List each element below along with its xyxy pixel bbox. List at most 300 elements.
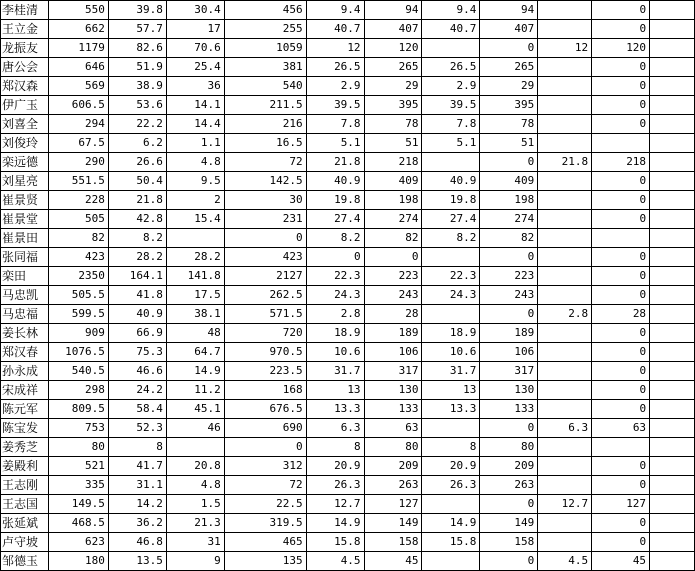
value-cell[interactable]: 141.8 (166, 267, 224, 286)
name-cell[interactable]: 栾远德 (1, 153, 49, 172)
value-cell[interactable]: 753 (48, 419, 108, 438)
value-cell[interactable]: 265 (480, 58, 538, 77)
value-cell[interactable]: 423 (224, 248, 306, 267)
value-cell[interactable]: 67.5 (48, 134, 108, 153)
value-cell[interactable] (422, 305, 480, 324)
value-cell[interactable] (538, 362, 592, 381)
value-cell[interactable]: 263 (364, 476, 422, 495)
value-cell[interactable]: 22.3 (422, 267, 480, 286)
value-cell[interactable]: 51.9 (108, 58, 166, 77)
name-cell[interactable]: 姜殿利 (1, 457, 49, 476)
value-cell[interactable]: 39.8 (108, 1, 166, 20)
value-cell[interactable]: 223.5 (224, 362, 306, 381)
value-cell[interactable]: 1059 (224, 39, 306, 58)
value-cell[interactable]: 82 (364, 229, 422, 248)
value-cell[interactable]: 7.8 (306, 115, 364, 134)
value-cell[interactable]: 26.3 (306, 476, 364, 495)
empty-cell[interactable] (650, 172, 695, 191)
value-cell[interactable]: 41.7 (108, 457, 166, 476)
value-cell[interactable]: 317 (364, 362, 422, 381)
value-cell[interactable]: 2.9 (422, 77, 480, 96)
value-cell[interactable]: 381 (224, 58, 306, 77)
name-cell[interactable]: 张同福 (1, 248, 49, 267)
value-cell[interactable]: 168 (224, 381, 306, 400)
value-cell[interactable]: 263 (480, 476, 538, 495)
value-cell[interactable]: 909 (48, 324, 108, 343)
value-cell[interactable]: 19.8 (306, 191, 364, 210)
value-cell[interactable]: 20.9 (306, 457, 364, 476)
value-cell[interactable]: 9.4 (422, 1, 480, 20)
value-cell[interactable] (538, 172, 592, 191)
value-cell[interactable]: 231 (224, 210, 306, 229)
value-cell[interactable]: 24.3 (306, 286, 364, 305)
value-cell[interactable]: 0 (592, 343, 650, 362)
value-cell[interactable]: 106 (364, 343, 422, 362)
value-cell[interactable]: 6.3 (306, 419, 364, 438)
name-cell[interactable]: 马忠福 (1, 305, 49, 324)
value-cell[interactable]: 198 (364, 191, 422, 210)
value-cell[interactable]: 38.9 (108, 77, 166, 96)
value-cell[interactable]: 26.6 (108, 153, 166, 172)
value-cell[interactable]: 17 (166, 20, 224, 39)
value-cell[interactable]: 12.7 (306, 495, 364, 514)
value-cell[interactable]: 690 (224, 419, 306, 438)
value-cell[interactable] (538, 343, 592, 362)
value-cell[interactable]: 9.4 (306, 1, 364, 20)
value-cell[interactable]: 94 (364, 1, 422, 20)
empty-cell[interactable] (650, 153, 695, 172)
value-cell[interactable]: 120 (592, 39, 650, 58)
value-cell[interactable]: 0 (592, 191, 650, 210)
value-cell[interactable]: 40.7 (422, 20, 480, 39)
value-cell[interactable]: 623 (48, 533, 108, 552)
value-cell[interactable] (538, 20, 592, 39)
value-cell[interactable]: 290 (48, 153, 108, 172)
value-cell[interactable]: 29 (364, 77, 422, 96)
empty-cell[interactable] (650, 476, 695, 495)
value-cell[interactable]: 10.6 (306, 343, 364, 362)
value-cell[interactable]: 36 (166, 77, 224, 96)
value-cell[interactable]: 0 (480, 305, 538, 324)
value-cell[interactable]: 4.5 (538, 552, 592, 571)
name-cell[interactable]: 张延斌 (1, 514, 49, 533)
value-cell[interactable]: 31.1 (108, 476, 166, 495)
value-cell[interactable]: 209 (480, 457, 538, 476)
value-cell[interactable]: 2 (166, 191, 224, 210)
value-cell[interactable]: 149.5 (48, 495, 108, 514)
name-cell[interactable]: 孙永成 (1, 362, 49, 381)
value-cell[interactable]: 646 (48, 58, 108, 77)
value-cell[interactable]: 18.9 (422, 324, 480, 343)
value-cell[interactable] (422, 495, 480, 514)
value-cell[interactable]: 676.5 (224, 400, 306, 419)
value-cell[interactable]: 2350 (48, 267, 108, 286)
name-cell[interactable]: 崔景堂 (1, 210, 49, 229)
value-cell[interactable]: 0 (224, 229, 306, 248)
value-cell[interactable]: 599.5 (48, 305, 108, 324)
value-cell[interactable]: 28.2 (166, 248, 224, 267)
value-cell[interactable]: 521 (48, 457, 108, 476)
value-cell[interactable] (592, 134, 650, 153)
value-cell[interactable] (592, 229, 650, 248)
value-cell[interactable]: 10.6 (422, 343, 480, 362)
value-cell[interactable] (538, 191, 592, 210)
value-cell[interactable]: 409 (480, 172, 538, 191)
value-cell[interactable]: 262.5 (224, 286, 306, 305)
value-cell[interactable]: 465 (224, 533, 306, 552)
value-cell[interactable] (538, 248, 592, 267)
value-cell[interactable]: 0 (592, 58, 650, 77)
value-cell[interactable]: 64.7 (166, 343, 224, 362)
value-cell[interactable]: 133 (364, 400, 422, 419)
value-cell[interactable]: 94 (480, 1, 538, 20)
value-cell[interactable]: 4.8 (166, 476, 224, 495)
value-cell[interactable]: 8.2 (108, 229, 166, 248)
value-cell[interactable]: 18.9 (306, 324, 364, 343)
value-cell[interactable]: 66.9 (108, 324, 166, 343)
value-cell[interactable]: 0 (480, 39, 538, 58)
value-cell[interactable]: 39.5 (306, 96, 364, 115)
value-cell[interactable]: 228 (48, 191, 108, 210)
value-cell[interactable]: 12 (306, 39, 364, 58)
empty-cell[interactable] (650, 248, 695, 267)
value-cell[interactable]: 1179 (48, 39, 108, 58)
value-cell[interactable]: 468.5 (48, 514, 108, 533)
value-cell[interactable] (422, 39, 480, 58)
value-cell[interactable]: 1.1 (166, 134, 224, 153)
value-cell[interactable] (538, 58, 592, 77)
name-cell[interactable]: 王志刚 (1, 476, 49, 495)
value-cell[interactable]: 0 (480, 552, 538, 571)
value-cell[interactable]: 16.5 (224, 134, 306, 153)
value-cell[interactable]: 20.9 (422, 457, 480, 476)
value-cell[interactable]: 127 (592, 495, 650, 514)
empty-cell[interactable] (650, 20, 695, 39)
value-cell[interactable]: 22.2 (108, 115, 166, 134)
value-cell[interactable]: 14.4 (166, 115, 224, 134)
value-cell[interactable]: 551.5 (48, 172, 108, 191)
value-cell[interactable]: 80 (480, 438, 538, 457)
value-cell[interactable]: 209 (364, 457, 422, 476)
name-cell[interactable]: 崔景田 (1, 229, 49, 248)
value-cell[interactable]: 223 (480, 267, 538, 286)
value-cell[interactable]: 606.5 (48, 96, 108, 115)
empty-cell[interactable] (650, 362, 695, 381)
value-cell[interactable]: 40.7 (306, 20, 364, 39)
value-cell[interactable] (538, 514, 592, 533)
value-cell[interactable] (538, 286, 592, 305)
value-cell[interactable]: 75.3 (108, 343, 166, 362)
empty-cell[interactable] (650, 381, 695, 400)
value-cell[interactable]: 298 (48, 381, 108, 400)
empty-cell[interactable] (650, 324, 695, 343)
value-cell[interactable]: 19.8 (422, 191, 480, 210)
value-cell[interactable]: 2.8 (306, 305, 364, 324)
value-cell[interactable]: 409 (364, 172, 422, 191)
value-cell[interactable]: 45 (592, 552, 650, 571)
value-cell[interactable]: 2127 (224, 267, 306, 286)
empty-cell[interactable] (650, 419, 695, 438)
value-cell[interactable]: 0 (592, 457, 650, 476)
value-cell[interactable]: 243 (480, 286, 538, 305)
empty-cell[interactable] (650, 438, 695, 457)
value-cell[interactable] (538, 438, 592, 457)
value-cell[interactable]: 14.2 (108, 495, 166, 514)
value-cell[interactable]: 53.6 (108, 96, 166, 115)
value-cell[interactable] (538, 77, 592, 96)
name-cell[interactable]: 马忠凯 (1, 286, 49, 305)
value-cell[interactable]: 12 (538, 39, 592, 58)
name-cell[interactable]: 伊广玉 (1, 96, 49, 115)
value-cell[interactable]: 106 (480, 343, 538, 362)
value-cell[interactable]: 6.2 (108, 134, 166, 153)
value-cell[interactable] (538, 267, 592, 286)
value-cell[interactable] (422, 419, 480, 438)
value-cell[interactable]: 243 (364, 286, 422, 305)
value-cell[interactable]: 29 (480, 77, 538, 96)
value-cell[interactable]: 319.5 (224, 514, 306, 533)
value-cell[interactable]: 189 (364, 324, 422, 343)
value-cell[interactable]: 294 (48, 115, 108, 134)
value-cell[interactable] (166, 229, 224, 248)
empty-cell[interactable] (650, 191, 695, 210)
value-cell[interactable]: 0 (224, 438, 306, 457)
value-cell[interactable]: 22.3 (306, 267, 364, 286)
value-cell[interactable]: 46.6 (108, 362, 166, 381)
value-cell[interactable]: 45 (364, 552, 422, 571)
value-cell[interactable]: 78 (480, 115, 538, 134)
value-cell[interactable]: 6.3 (538, 419, 592, 438)
name-cell[interactable]: 李桂清 (1, 1, 49, 20)
value-cell[interactable]: 0 (592, 20, 650, 39)
value-cell[interactable]: 218 (364, 153, 422, 172)
value-cell[interactable]: 158 (480, 533, 538, 552)
empty-cell[interactable] (650, 229, 695, 248)
value-cell[interactable]: 456 (224, 1, 306, 20)
empty-cell[interactable] (650, 533, 695, 552)
empty-cell[interactable] (650, 514, 695, 533)
value-cell[interactable]: 21.8 (538, 153, 592, 172)
value-cell[interactable]: 395 (480, 96, 538, 115)
value-cell[interactable]: 265 (364, 58, 422, 77)
name-cell[interactable]: 龙振友 (1, 39, 49, 58)
value-cell[interactable]: 4.5 (306, 552, 364, 571)
value-cell[interactable]: 26.5 (306, 58, 364, 77)
value-cell[interactable]: 80 (48, 438, 108, 457)
value-cell[interactable]: 0 (592, 96, 650, 115)
value-cell[interactable]: 8 (108, 438, 166, 457)
name-cell[interactable]: 唐公会 (1, 58, 49, 77)
value-cell[interactable]: 80 (364, 438, 422, 457)
value-cell[interactable]: 8 (306, 438, 364, 457)
value-cell[interactable]: 58.4 (108, 400, 166, 419)
value-cell[interactable]: 130 (364, 381, 422, 400)
name-cell[interactable]: 刘喜全 (1, 115, 49, 134)
value-cell[interactable] (538, 1, 592, 20)
value-cell[interactable]: 30.4 (166, 1, 224, 20)
value-cell[interactable]: 30 (224, 191, 306, 210)
value-cell[interactable]: 550 (48, 1, 108, 20)
value-cell[interactable]: 0 (592, 533, 650, 552)
value-cell[interactable] (422, 153, 480, 172)
value-cell[interactable]: 63 (364, 419, 422, 438)
name-cell[interactable]: 卢守坡 (1, 533, 49, 552)
name-cell[interactable]: 王志国 (1, 495, 49, 514)
value-cell[interactable]: 0 (592, 381, 650, 400)
empty-cell[interactable] (650, 286, 695, 305)
value-cell[interactable]: 312 (224, 457, 306, 476)
value-cell[interactable]: 0 (592, 400, 650, 419)
empty-cell[interactable] (650, 1, 695, 20)
value-cell[interactable]: 27.4 (422, 210, 480, 229)
value-cell[interactable]: 28 (364, 305, 422, 324)
empty-cell[interactable] (650, 400, 695, 419)
value-cell[interactable]: 46 (166, 419, 224, 438)
empty-cell[interactable] (650, 58, 695, 77)
value-cell[interactable]: 51 (364, 134, 422, 153)
name-cell[interactable]: 宋成祥 (1, 381, 49, 400)
value-cell[interactable]: 8.2 (306, 229, 364, 248)
value-cell[interactable]: 720 (224, 324, 306, 343)
value-cell[interactable]: 15.8 (422, 533, 480, 552)
name-cell[interactable]: 陈宝发 (1, 419, 49, 438)
value-cell[interactable]: 28.2 (108, 248, 166, 267)
value-cell[interactable]: 20.8 (166, 457, 224, 476)
value-cell[interactable]: 24.2 (108, 381, 166, 400)
value-cell[interactable]: 662 (48, 20, 108, 39)
value-cell[interactable]: 970.5 (224, 343, 306, 362)
value-cell[interactable]: 82 (48, 229, 108, 248)
value-cell[interactable]: 31.7 (306, 362, 364, 381)
value-cell[interactable]: 0 (592, 514, 650, 533)
value-cell[interactable]: 189 (480, 324, 538, 343)
value-cell[interactable]: 1076.5 (48, 343, 108, 362)
value-cell[interactable]: 26.3 (422, 476, 480, 495)
value-cell[interactable]: 809.5 (48, 400, 108, 419)
empty-cell[interactable] (650, 210, 695, 229)
value-cell[interactable]: 14.1 (166, 96, 224, 115)
value-cell[interactable]: 571.5 (224, 305, 306, 324)
value-cell[interactable]: 0 (480, 419, 538, 438)
value-cell[interactable]: 15.4 (166, 210, 224, 229)
value-cell[interactable]: 0 (592, 248, 650, 267)
value-cell[interactable]: 9 (166, 552, 224, 571)
value-cell[interactable]: 52.3 (108, 419, 166, 438)
name-cell[interactable]: 陈元军 (1, 400, 49, 419)
name-cell[interactable]: 王立金 (1, 20, 49, 39)
value-cell[interactable]: 82.6 (108, 39, 166, 58)
value-cell[interactable]: 317 (480, 362, 538, 381)
value-cell[interactable]: 28 (592, 305, 650, 324)
value-cell[interactable]: 120 (364, 39, 422, 58)
value-cell[interactable]: 0 (592, 476, 650, 495)
value-cell[interactable] (538, 96, 592, 115)
value-cell[interactable]: 24.3 (422, 286, 480, 305)
value-cell[interactable]: 407 (364, 20, 422, 39)
value-cell[interactable]: 46.8 (108, 533, 166, 552)
value-cell[interactable]: 13 (422, 381, 480, 400)
value-cell[interactable]: 78 (364, 115, 422, 134)
value-cell[interactable]: 15.8 (306, 533, 364, 552)
value-cell[interactable]: 1.5 (166, 495, 224, 514)
value-cell[interactable]: 9.5 (166, 172, 224, 191)
value-cell[interactable]: 11.2 (166, 381, 224, 400)
value-cell[interactable]: 51 (480, 134, 538, 153)
value-cell[interactable] (538, 457, 592, 476)
value-cell[interactable]: 45.1 (166, 400, 224, 419)
value-cell[interactable]: 8 (422, 438, 480, 457)
value-cell[interactable] (538, 533, 592, 552)
value-cell[interactable]: 57.7 (108, 20, 166, 39)
value-cell[interactable]: 505 (48, 210, 108, 229)
value-cell[interactable]: 142.5 (224, 172, 306, 191)
name-cell[interactable]: 姜长林 (1, 324, 49, 343)
value-cell[interactable] (538, 210, 592, 229)
value-cell[interactable]: 130 (480, 381, 538, 400)
value-cell[interactable]: 0 (592, 115, 650, 134)
name-cell[interactable]: 邹德玉 (1, 552, 49, 571)
value-cell[interactable]: 26.5 (422, 58, 480, 77)
value-cell[interactable]: 27.4 (306, 210, 364, 229)
value-cell[interactable]: 149 (480, 514, 538, 533)
value-cell[interactable]: 72 (224, 476, 306, 495)
value-cell[interactable]: 40.9 (306, 172, 364, 191)
value-cell[interactable]: 0 (592, 1, 650, 20)
value-cell[interactable]: 0 (480, 153, 538, 172)
value-cell[interactable]: 0 (592, 324, 650, 343)
value-cell[interactable] (538, 400, 592, 419)
value-cell[interactable]: 395 (364, 96, 422, 115)
value-cell[interactable]: 0 (306, 248, 364, 267)
value-cell[interactable]: 2.9 (306, 77, 364, 96)
value-cell[interactable]: 14.9 (306, 514, 364, 533)
value-cell[interactable]: 407 (480, 20, 538, 39)
empty-cell[interactable] (650, 39, 695, 58)
value-cell[interactable] (538, 381, 592, 400)
value-cell[interactable]: 0 (592, 77, 650, 96)
value-cell[interactable]: 211.5 (224, 96, 306, 115)
value-cell[interactable]: 505.5 (48, 286, 108, 305)
value-cell[interactable]: 70.6 (166, 39, 224, 58)
empty-cell[interactable] (650, 267, 695, 286)
value-cell[interactable]: 4.8 (166, 153, 224, 172)
name-cell[interactable]: 姜秀芝 (1, 438, 49, 457)
value-cell[interactable]: 0 (480, 495, 538, 514)
value-cell[interactable]: 0 (592, 210, 650, 229)
value-cell[interactable]: 274 (480, 210, 538, 229)
empty-cell[interactable] (650, 343, 695, 362)
value-cell[interactable]: 14.9 (422, 514, 480, 533)
value-cell[interactable]: 25.4 (166, 58, 224, 77)
value-cell[interactable] (538, 229, 592, 248)
value-cell[interactable]: 335 (48, 476, 108, 495)
value-cell[interactable] (422, 248, 480, 267)
name-cell[interactable]: 栾田 (1, 267, 49, 286)
value-cell[interactable]: 13.3 (422, 400, 480, 419)
value-cell[interactable]: 255 (224, 20, 306, 39)
value-cell[interactable]: 135 (224, 552, 306, 571)
value-cell[interactable]: 540 (224, 77, 306, 96)
value-cell[interactable]: 36.2 (108, 514, 166, 533)
value-cell[interactable] (422, 552, 480, 571)
value-cell[interactable]: 31 (166, 533, 224, 552)
value-cell[interactable]: 149 (364, 514, 422, 533)
value-cell[interactable]: 7.8 (422, 115, 480, 134)
value-cell[interactable] (538, 324, 592, 343)
value-cell[interactable]: 127 (364, 495, 422, 514)
value-cell[interactable]: 158 (364, 533, 422, 552)
value-cell[interactable]: 5.1 (422, 134, 480, 153)
